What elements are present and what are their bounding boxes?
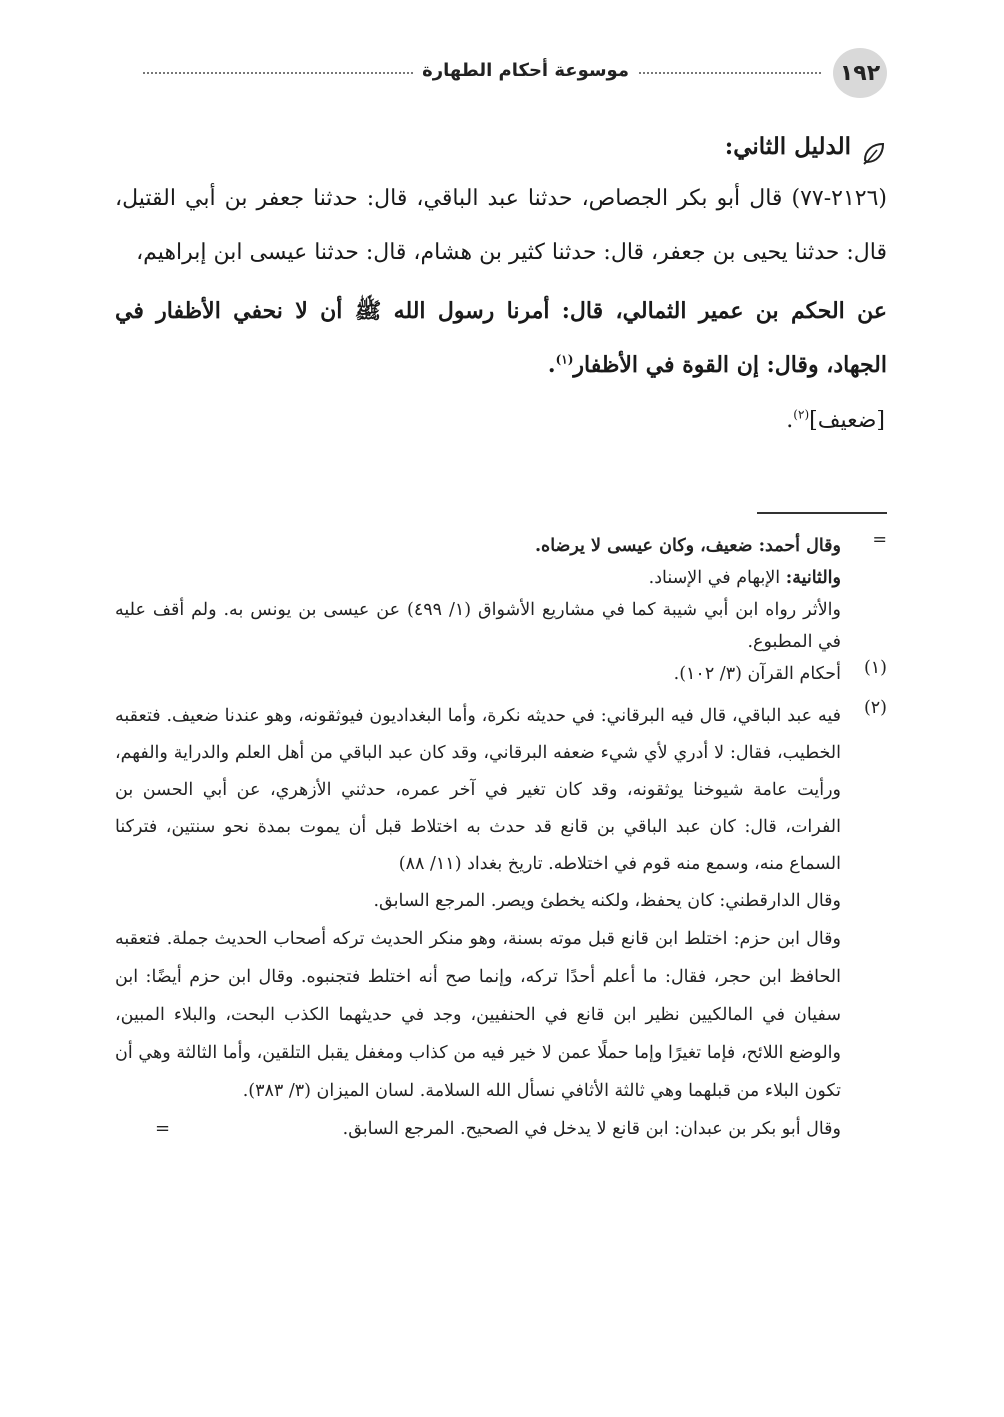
footnote-number: (٢): [863, 698, 887, 718]
footnote-line: وقال الدارقطني: كان يحفظ، ولكنه يخطئ ويصر. المرجع السابق.: [373, 891, 841, 911]
footnote-last-line: [115, 1110, 841, 1148]
footnote-line: [115, 562, 841, 594]
footnote-2: [115, 698, 887, 920]
main-text: [115, 122, 887, 448]
section-heading-text: الدليل الثاني:: [724, 133, 851, 160]
footnote-line: وقال أحمد: ضعيف، وكان عيسى لا يرضاه.: [534, 536, 841, 556]
footnote-label: والثانية:: [785, 568, 841, 588]
footnote-1: [115, 658, 887, 690]
footnote-text: وقال أبو بكر بن عبدان: ابن قانع لا يدخل في الصحيح. المرجع السابق.: [342, 1119, 841, 1139]
continuation-mark: =: [872, 530, 887, 550]
matn-paragraph: [115, 284, 887, 392]
footnote-ref-1[interactable]: (١): [555, 352, 574, 367]
footnote-line: والأثر رواه ابن أبي شيبة كما في مشاريع الأشواق (١/ ٤٩٩) عن عيسى بن يونس به. ولم أقف عليه في المطبوع.: [115, 600, 841, 652]
footnote-ref-2[interactable]: (٢): [793, 407, 810, 422]
footnote-paragraph: وقال ابن حزم: اختلط ابن قانع قبل موته بسنة، وهو منكر الحديث تركه أصحاب الحديث جملة. فتعقبه الحافظ ابن حجر، فقال: ما أعلم أحدًا تركه، وإنما صح أنه اختلط فتجنبوه. وقال ابن حزم أيضًا: ابن سفيان في المالكيين نظير ابن قانع في الحنفيين، وجد في حديثهما الكذب البحت، والبلاء المبين، والوضع اللائح، فإما تغيرًا وإما حملًا عمن لا خير فيه من كذاب ومغفل يقبل التلقين، وأما الثالثة وهي أن تكون البلاء من قبلهما وهي ثالثة الأثافي نسأل الله السلامة. لسان الميزان (٣/ ٣٨٣).: [115, 929, 841, 1101]
footnote-number: (١): [863, 658, 887, 678]
footnote-continuation: [115, 530, 887, 658]
isnad-paragraph: (٢١٢٦-٧٧) قال أبو بكر الجصاص، حدثنا عبد الباقي، قال: حدثنا جعفر بن أبي القتيل، قال: حدثنا يحيى بن جعفر، قال: حدثنا كثير بن هشام، قال: حدثنا عيسى ابن إبراهيم،: [115, 186, 887, 265]
book-title: موسوعة أحكام الطهارة: [414, 56, 637, 86]
footnote-text: أحكام القرآن (٣/ ١٠٢).: [673, 664, 841, 684]
matn-end: .: [547, 352, 556, 378]
grade-text: [ضعيف]: [809, 408, 885, 433]
matn-text: عن الحكم بن عمير الثمالي، قال: أمرنا رسول الله ﷺ أن لا نحفي الأظفار في الجهاد، وقال: إن القوة في الأظفار: [115, 298, 887, 378]
leaf-icon: [861, 134, 887, 160]
footnote-text: فيه عبد الباقي، قال فيه البرقاني: في حديثه نكرة، وأما البغداديون فيوثقونه، وهو عندنا ضعيف. فتعقبه الخطيب، فقال: لا أدري لأي شيء ضعفه البرقاني، وقد كان عبد الباقي من أهل العلم والدراية والفهم، ورأيت عامة شيوخنا يوثقونه، وقد كان تغير في آخر عمره، حدثني الأزهري، عن أبي الحسن بن الفرات، قال: كان عبد الباقي بن قانع قد حدث به اختلاط قبل أن يموت بمدة نحو سنتين، فتركنا السماع منه، وسمع منه قوم في اختلاطه. تاريخ بغداد (١١/ ٨٨): [115, 706, 841, 874]
grade-end: .: [786, 408, 794, 433]
page-header: [115, 48, 887, 98]
footnote-text: الإبهام في الإسناد.: [648, 568, 786, 588]
section-heading: [115, 122, 887, 172]
footnote-2-continued: [115, 920, 887, 1148]
hadith-grade: [115, 394, 887, 448]
continued-mark: =: [155, 1118, 171, 1139]
footnotes: [115, 530, 887, 1148]
footnote-separator: [757, 512, 887, 514]
page-number: ١٩٢: [833, 48, 887, 98]
